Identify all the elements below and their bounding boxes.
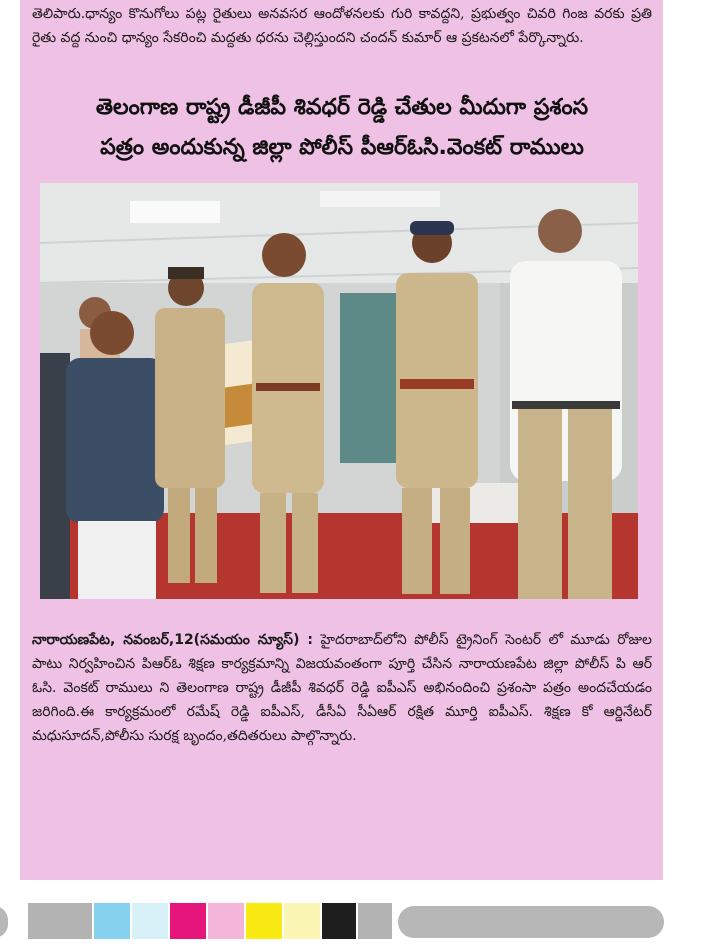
news-photo — [40, 183, 638, 599]
swatch-light-yellow — [284, 903, 320, 939]
intro-paragraph: తెలిపారు.ధాన్యం కొనుగోలు పట్ల రైతులు అనవసర ఆందోళనలకు గురి కావద్దని, ప్రభుత్వం చివరి గింజ వరకు ప్రతి రైతు వద్ద నుంచి ధాన్యం సేకరించి మద్దతు ధరను చెల్లిస్తుందని చందన్ కుమార్ ఆ ప్రకటనలో పేర్కొన్నారు. — [32, 6, 652, 46]
swatch-gray-2 — [358, 903, 392, 939]
swatch-light-cyan — [132, 903, 168, 939]
body-text: హైదరాబాద్‌లోని పోలీస్ ట్రైనింగ్ సెంటర్ లో మూడు రోజుల పాటు నిర్వహించిన పిఆర్ఓ శిక్షణ కార్యక్రమాన్ని విజయవంతంగా పూర్తి చేసిన నారాయణపేట జిల్లా పోలీస్ పి ఆర్ ఓసి. వెంకట్ రాములు ని తెలంగాణ రాష్ట్ర డీజీపీ శివధర్ రెడ్డి ఐపీఎస్ అభినందించి ప్రశంసా పత్రం అందచేయడం జరిగింది.ఈ కార్యక్రమంలో రమేష్ రెడ్డి ఐపీఎస్, డీసీఏ సీఏఆర్ రక్షిత మూర్తి ఐపీఎస్. శిక్షణ కో ఆర్డినేటర్ మధుసూదన్,పోలీసు సురక్ష బృందం,తదితరులు పాల్గొన్నారు. — [32, 632, 652, 744]
registration-pill-right — [398, 906, 664, 938]
print-registration-bar — [0, 903, 723, 939]
registration-pill-left — [0, 906, 8, 938]
headline — [32, 88, 652, 168]
headline-line-1: తెలంగాణ రాష్ట్ర డీజీపీ శివధర్ రెడ్డి చేతుల మీదుగా ప్రశంస — [95, 95, 589, 120]
swatch-yellow — [246, 903, 282, 939]
swatch-black — [322, 903, 356, 939]
headline-line-2: పత్రం అందుకున్న జిల్లా పోలీస్ పీఆర్ఓసి.వెంకట్ రాములు — [100, 135, 584, 160]
dateline: నారాయణపేట, నవంబర్,12(సమయం న్యూస్) : — [32, 632, 314, 648]
swatch-magenta — [170, 903, 206, 939]
swatch-cyan — [94, 903, 130, 939]
swatch-gray — [28, 903, 92, 939]
body-paragraph — [32, 628, 652, 748]
swatch-light-magenta — [208, 903, 244, 939]
